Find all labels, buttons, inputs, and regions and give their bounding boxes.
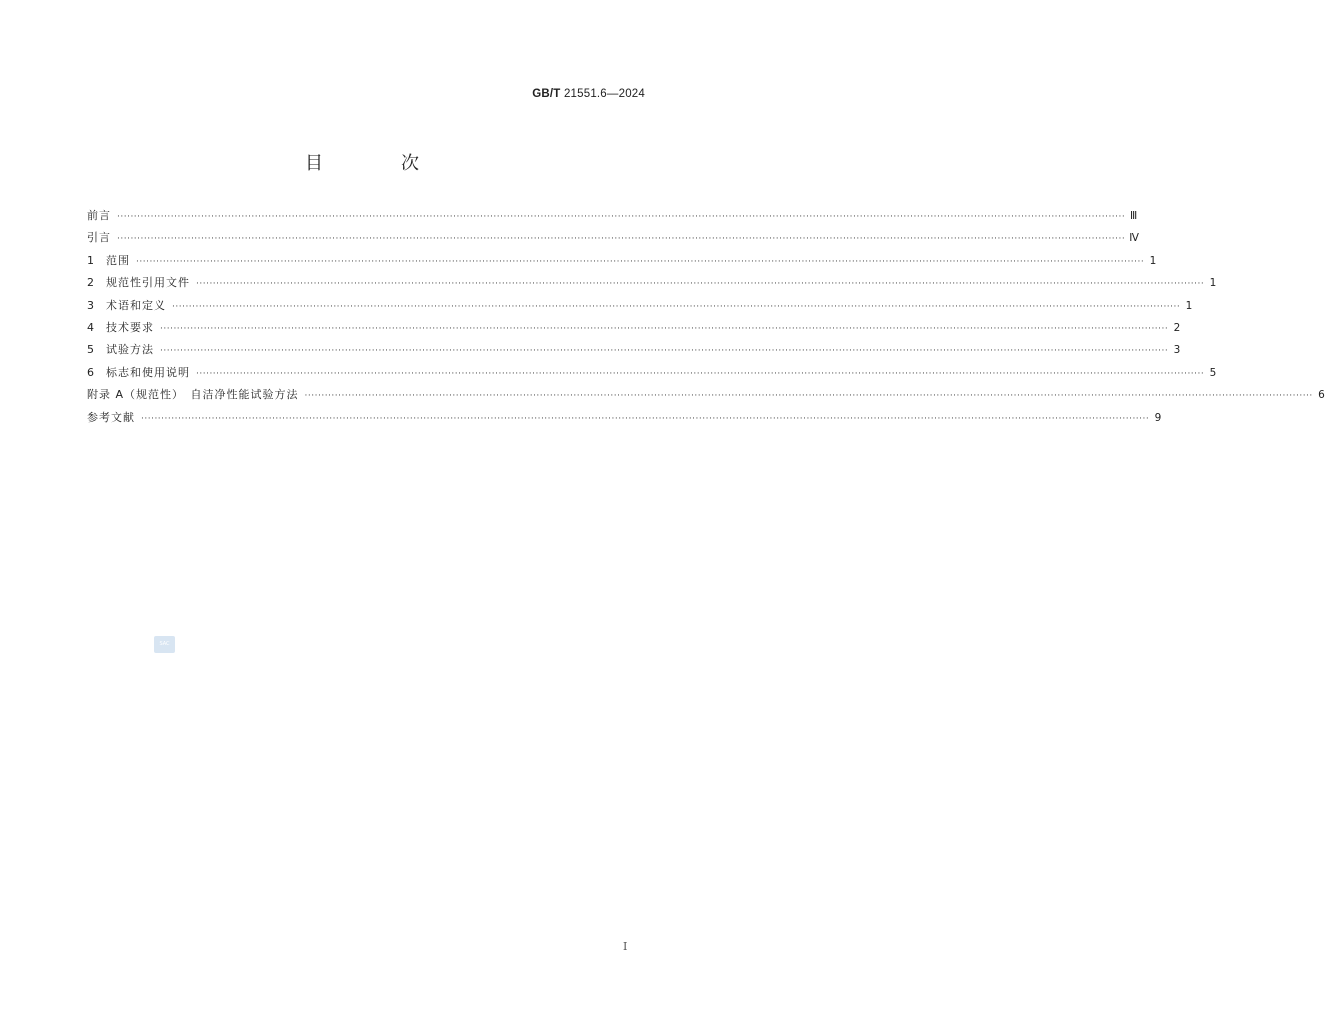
toc-entry-text: 标志和使用说明 bbox=[106, 365, 190, 379]
toc-entry[interactable] bbox=[87, 207, 1138, 229]
toc-entry-text: 前言 bbox=[87, 209, 111, 222]
toc-entry-number: 1 bbox=[87, 253, 95, 267]
toc-entry-number: 3 bbox=[87, 298, 95, 312]
toc-entry-label bbox=[87, 409, 135, 425]
toc-leader-dots: ············································································································································································································································································································ bbox=[304, 391, 1313, 402]
toc-leader-dots: ············································································································································································································································································································ bbox=[117, 212, 1126, 222]
toc-entry-label bbox=[87, 229, 111, 245]
toc-entry[interactable] bbox=[87, 364, 1217, 386]
toc-entry-page: 5 bbox=[1209, 366, 1217, 379]
toc-entry-text: 附录 A（规范性） 自洁净性能试验方法 bbox=[87, 388, 299, 402]
toc-entry-page: 3 bbox=[1173, 344, 1181, 357]
page-number: I bbox=[623, 940, 628, 953]
toc-entry-page: 9 bbox=[1154, 411, 1162, 424]
toc-leader-dots: ············································································································································································································································································································ bbox=[117, 234, 1126, 245]
toc-leader-dots: ············································································································································································································································································································ bbox=[160, 346, 1169, 357]
toc-entry-text: 规范性引用文件 bbox=[106, 276, 190, 290]
toc-entry-page: 1 bbox=[1149, 254, 1157, 267]
toc-entry-label bbox=[87, 297, 166, 313]
toc-entry[interactable] bbox=[87, 319, 1181, 341]
toc-entry-number: 6 bbox=[87, 365, 95, 379]
table-of-contents bbox=[87, 207, 1325, 431]
toc-entry-number: 4 bbox=[87, 320, 95, 334]
standard-code: 21551.6—2024 bbox=[563, 88, 645, 100]
toc-entry[interactable] bbox=[87, 297, 1193, 319]
toc-entry-label bbox=[87, 252, 130, 268]
toc-entry-page: 1 bbox=[1209, 277, 1217, 290]
toc-entry-number: 2 bbox=[87, 276, 95, 290]
toc-entry-text: 范围 bbox=[106, 253, 130, 267]
toc-leader-dots: ············································································································································································································································································································ bbox=[136, 256, 1145, 267]
watermark-text: SAC bbox=[159, 641, 170, 647]
toc-entry-text: 技术要求 bbox=[106, 320, 154, 334]
toc-entry-label bbox=[87, 319, 154, 335]
page-title: 目 次 bbox=[305, 153, 449, 174]
toc-entry-page: Ⅲ bbox=[1130, 210, 1138, 222]
watermark-logo-icon bbox=[154, 636, 175, 653]
toc-entry-label bbox=[87, 274, 190, 290]
standard-number bbox=[532, 88, 645, 100]
toc-entry[interactable] bbox=[87, 252, 1157, 274]
toc-entry-text: 引言 bbox=[87, 231, 111, 245]
toc-entry-page: 6 bbox=[1318, 389, 1325, 402]
toc-entry-label bbox=[87, 386, 299, 402]
toc-entry[interactable] bbox=[87, 274, 1217, 296]
toc-entry-text: 术语和定义 bbox=[106, 298, 166, 312]
toc-leader-dots: ············································································································································································································································································································ bbox=[160, 323, 1169, 334]
toc-leader-dots: ············································································································································································································································································································ bbox=[172, 301, 1181, 312]
toc-entry-label bbox=[87, 341, 154, 357]
toc-entry-number: 5 bbox=[87, 343, 95, 357]
standard-prefix: GB/T bbox=[532, 88, 561, 100]
toc-entry[interactable] bbox=[87, 386, 1325, 408]
toc-leader-dots: ············································································································································································································································································································ bbox=[196, 279, 1205, 290]
toc-entry[interactable] bbox=[87, 341, 1181, 363]
toc-entry-page: Ⅳ bbox=[1129, 232, 1139, 245]
toc-entry[interactable] bbox=[87, 409, 1162, 431]
toc-entry-label bbox=[87, 364, 190, 380]
toc-leader-dots: ············································································································································································································································································································ bbox=[141, 413, 1150, 424]
toc-entry-label bbox=[87, 207, 111, 223]
toc-entry-text: 参考文献 bbox=[87, 410, 135, 424]
toc-entry-page: 2 bbox=[1173, 321, 1181, 334]
toc-entry-text: 试验方法 bbox=[106, 343, 154, 357]
toc-entry-page: 1 bbox=[1185, 299, 1193, 312]
toc-leader-dots: ············································································································································································································································································································ bbox=[196, 368, 1205, 379]
toc-entry[interactable] bbox=[87, 229, 1139, 251]
